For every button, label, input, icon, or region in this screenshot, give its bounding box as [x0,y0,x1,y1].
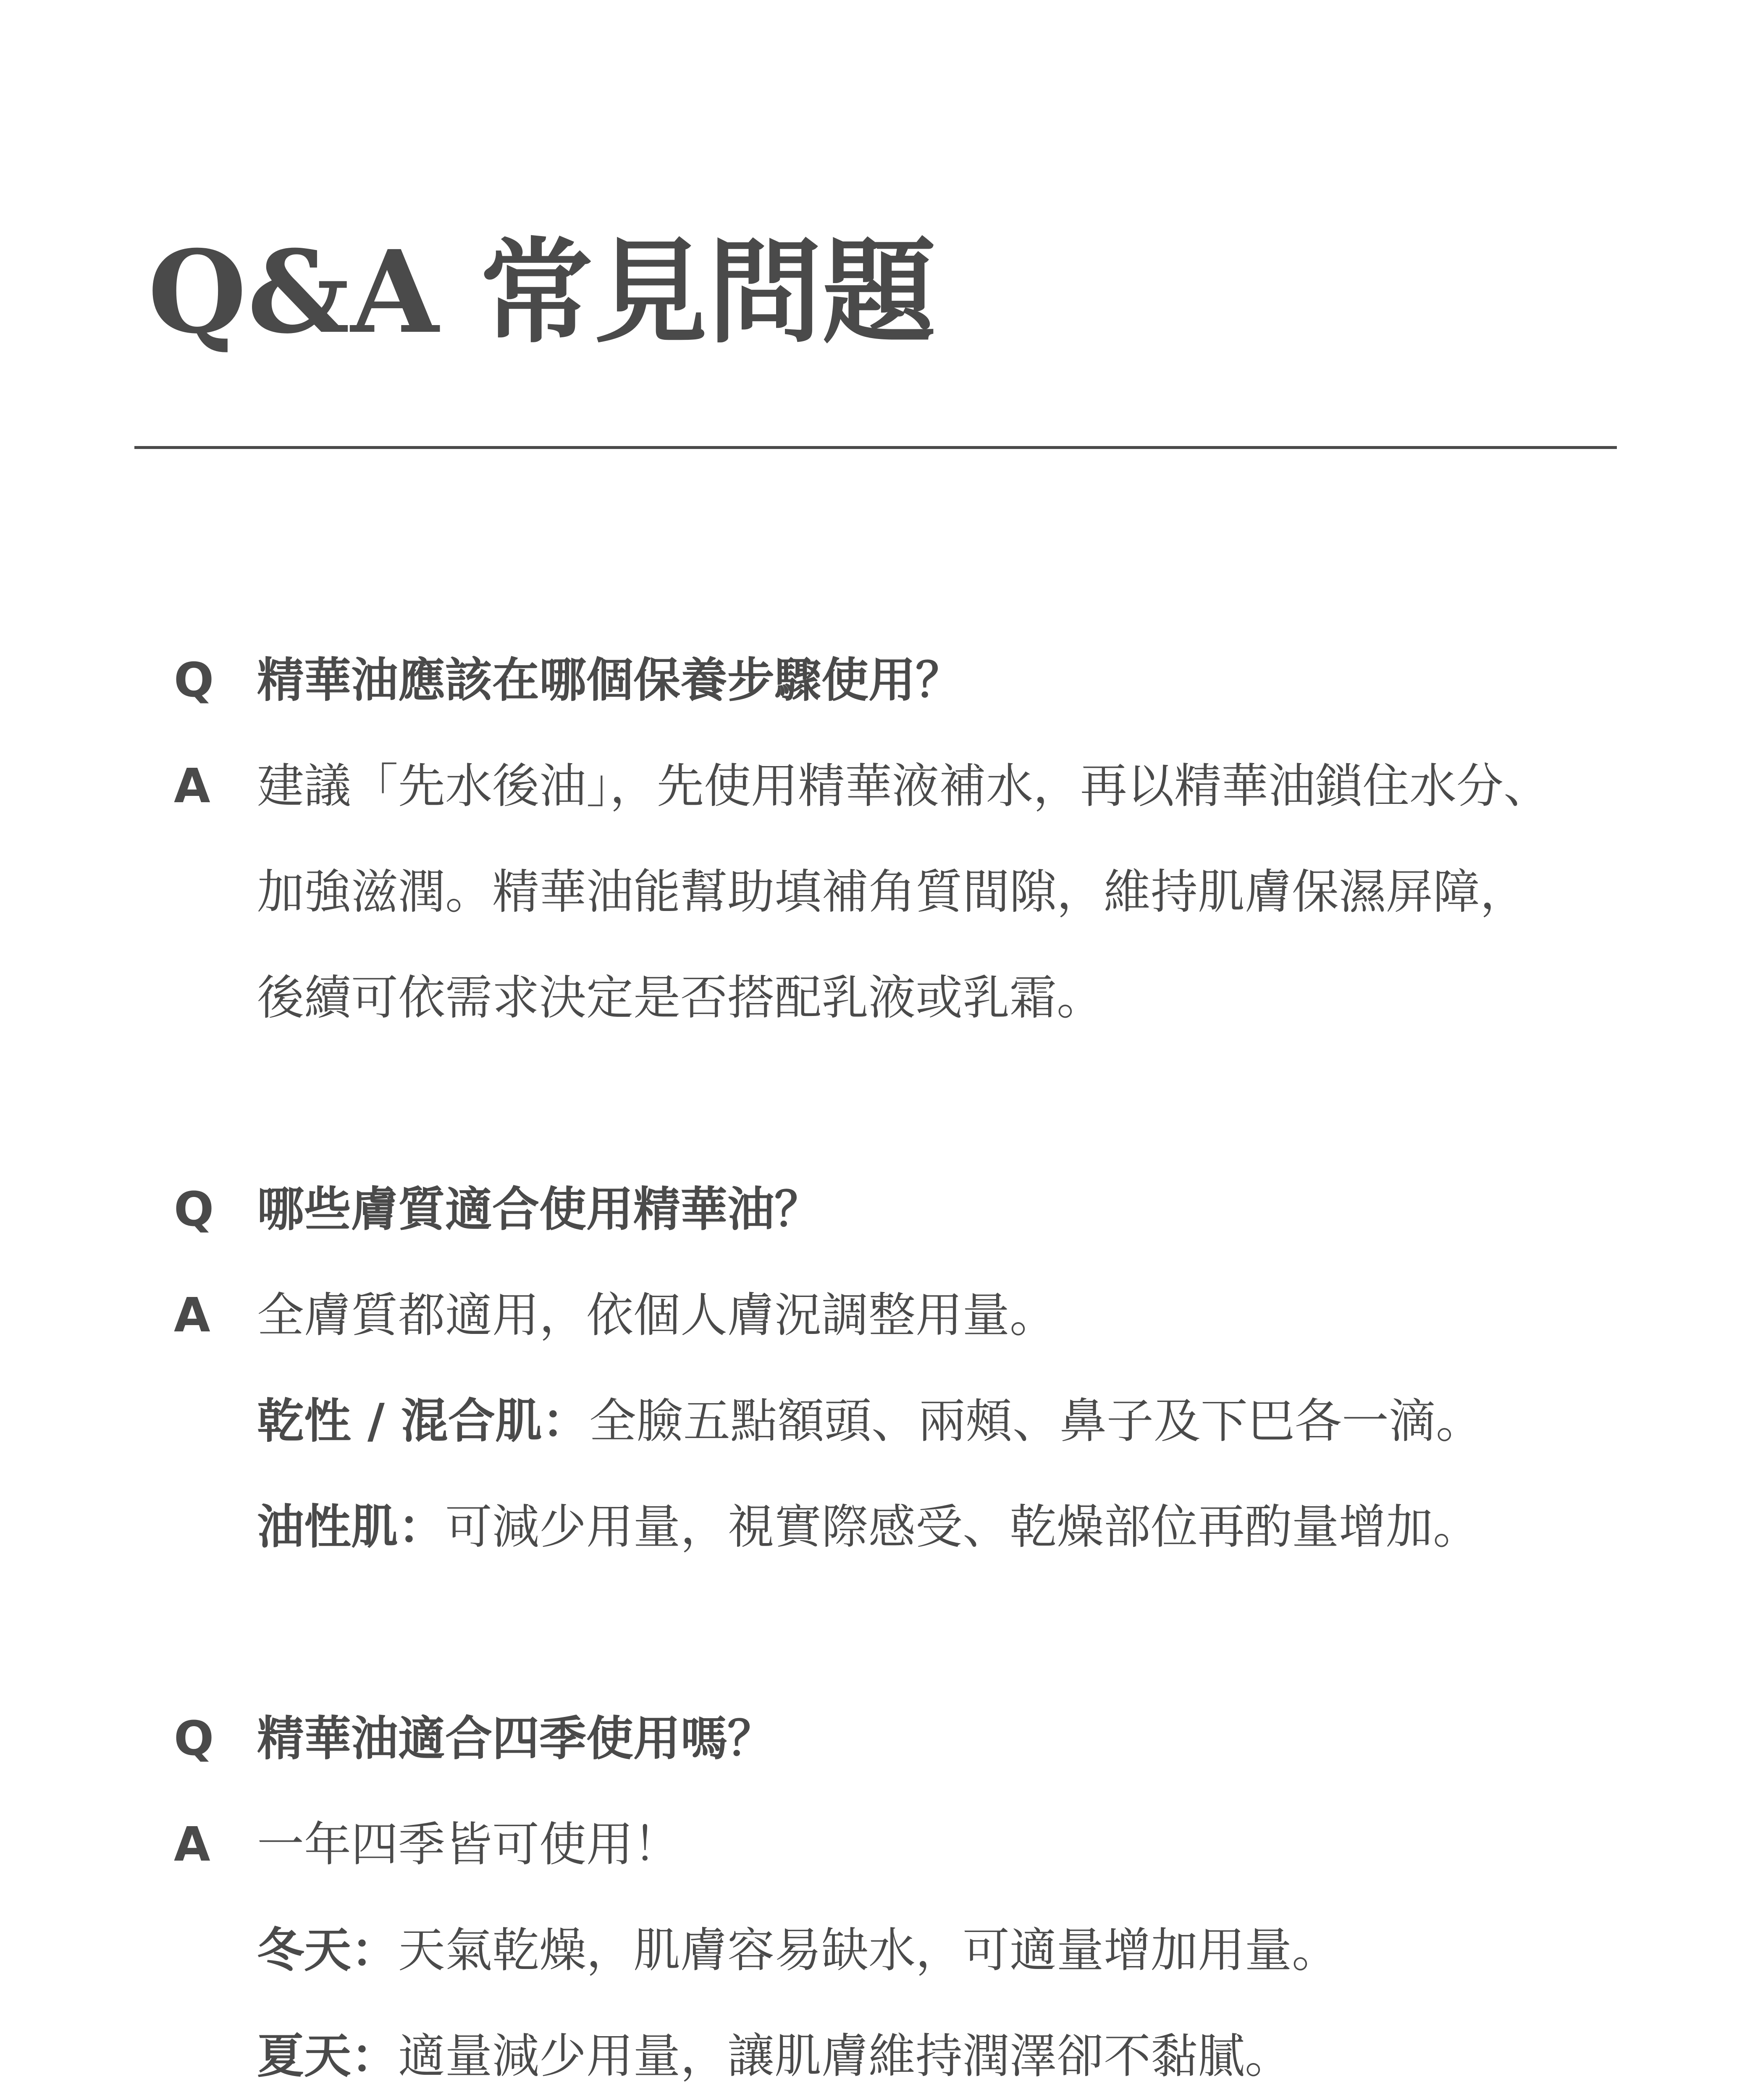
answer-text: 全臉五點額頭、兩頰、鼻子及下巴各一滴。 [589,1394,1483,1449]
answer-label: 夏天： [257,2029,398,2084]
page-title: Q&A 常見問題 [148,225,937,359]
answer-text: 加強滋潤。精華油能幫助填補角質間隙，維持肌膚保濕屏障， [257,865,1527,919]
answer-text: 一年四季皆可使用！ [257,1817,680,1872]
a-marker: A [174,759,210,814]
q-marker: Q [174,1712,214,1766]
answer-label: 乾性 / 混合肌： [257,1394,589,1449]
answer-line [257,1811,680,1878]
answer-line [257,1494,1480,1561]
answer-line [257,2023,1292,2090]
a-marker: A [174,1817,210,1872]
answer-text: 可減少用量，視實際感受、乾燥部位再酌量增加。 [445,1500,1480,1554]
answer-line [257,964,1104,1032]
answer-text: 後續可依需求決定是否搭配乳液或乳霜。 [257,971,1104,1025]
question-row [0,1176,1750,1243]
answer-text: 適量減少用量，讓肌膚維持潤澤卻不黏膩。 [398,2029,1292,2084]
q-marker: Q [174,653,214,708]
answer-row [0,1494,1750,1561]
title-divider [134,446,1617,449]
answer-line [257,1282,1057,1349]
answer-label: 冬天： [257,1923,398,1978]
question-row [0,1705,1750,1772]
q-marker: Q [174,1182,214,1237]
answer-row [0,858,1750,926]
answer-line [257,1388,1483,1455]
answer-row [0,1917,1750,1984]
answer-row [0,1811,1750,1878]
answer-row [0,1388,1750,1455]
question-text: 精華油應該在哪個保養步驟使用？ [257,653,963,708]
answer-line [257,753,1551,820]
answer-line [257,858,1527,926]
question-text: 哪些膚質適合使用精華油？ [257,1182,821,1237]
answer-text: 全膚質都適用，依個人膚況調整用量。 [257,1288,1057,1343]
answer-text: 天氣乾燥，肌膚容易缺水，可適量增加用量。 [398,1923,1339,1978]
a-marker: A [174,1288,210,1343]
answer-row [0,964,1750,1032]
answer-label: 油性肌： [257,1500,445,1554]
question-row [0,647,1750,714]
answer-line [257,1917,1339,1984]
answer-row [0,753,1750,820]
question-text: 精華油適合四季使用嗎？ [257,1712,774,1766]
answer-row [0,1282,1750,1349]
answer-text: 建議「先水後油」，先使用精華液補水，再以精華油鎖住水分、 [257,759,1551,814]
answer-row [0,2023,1750,2090]
